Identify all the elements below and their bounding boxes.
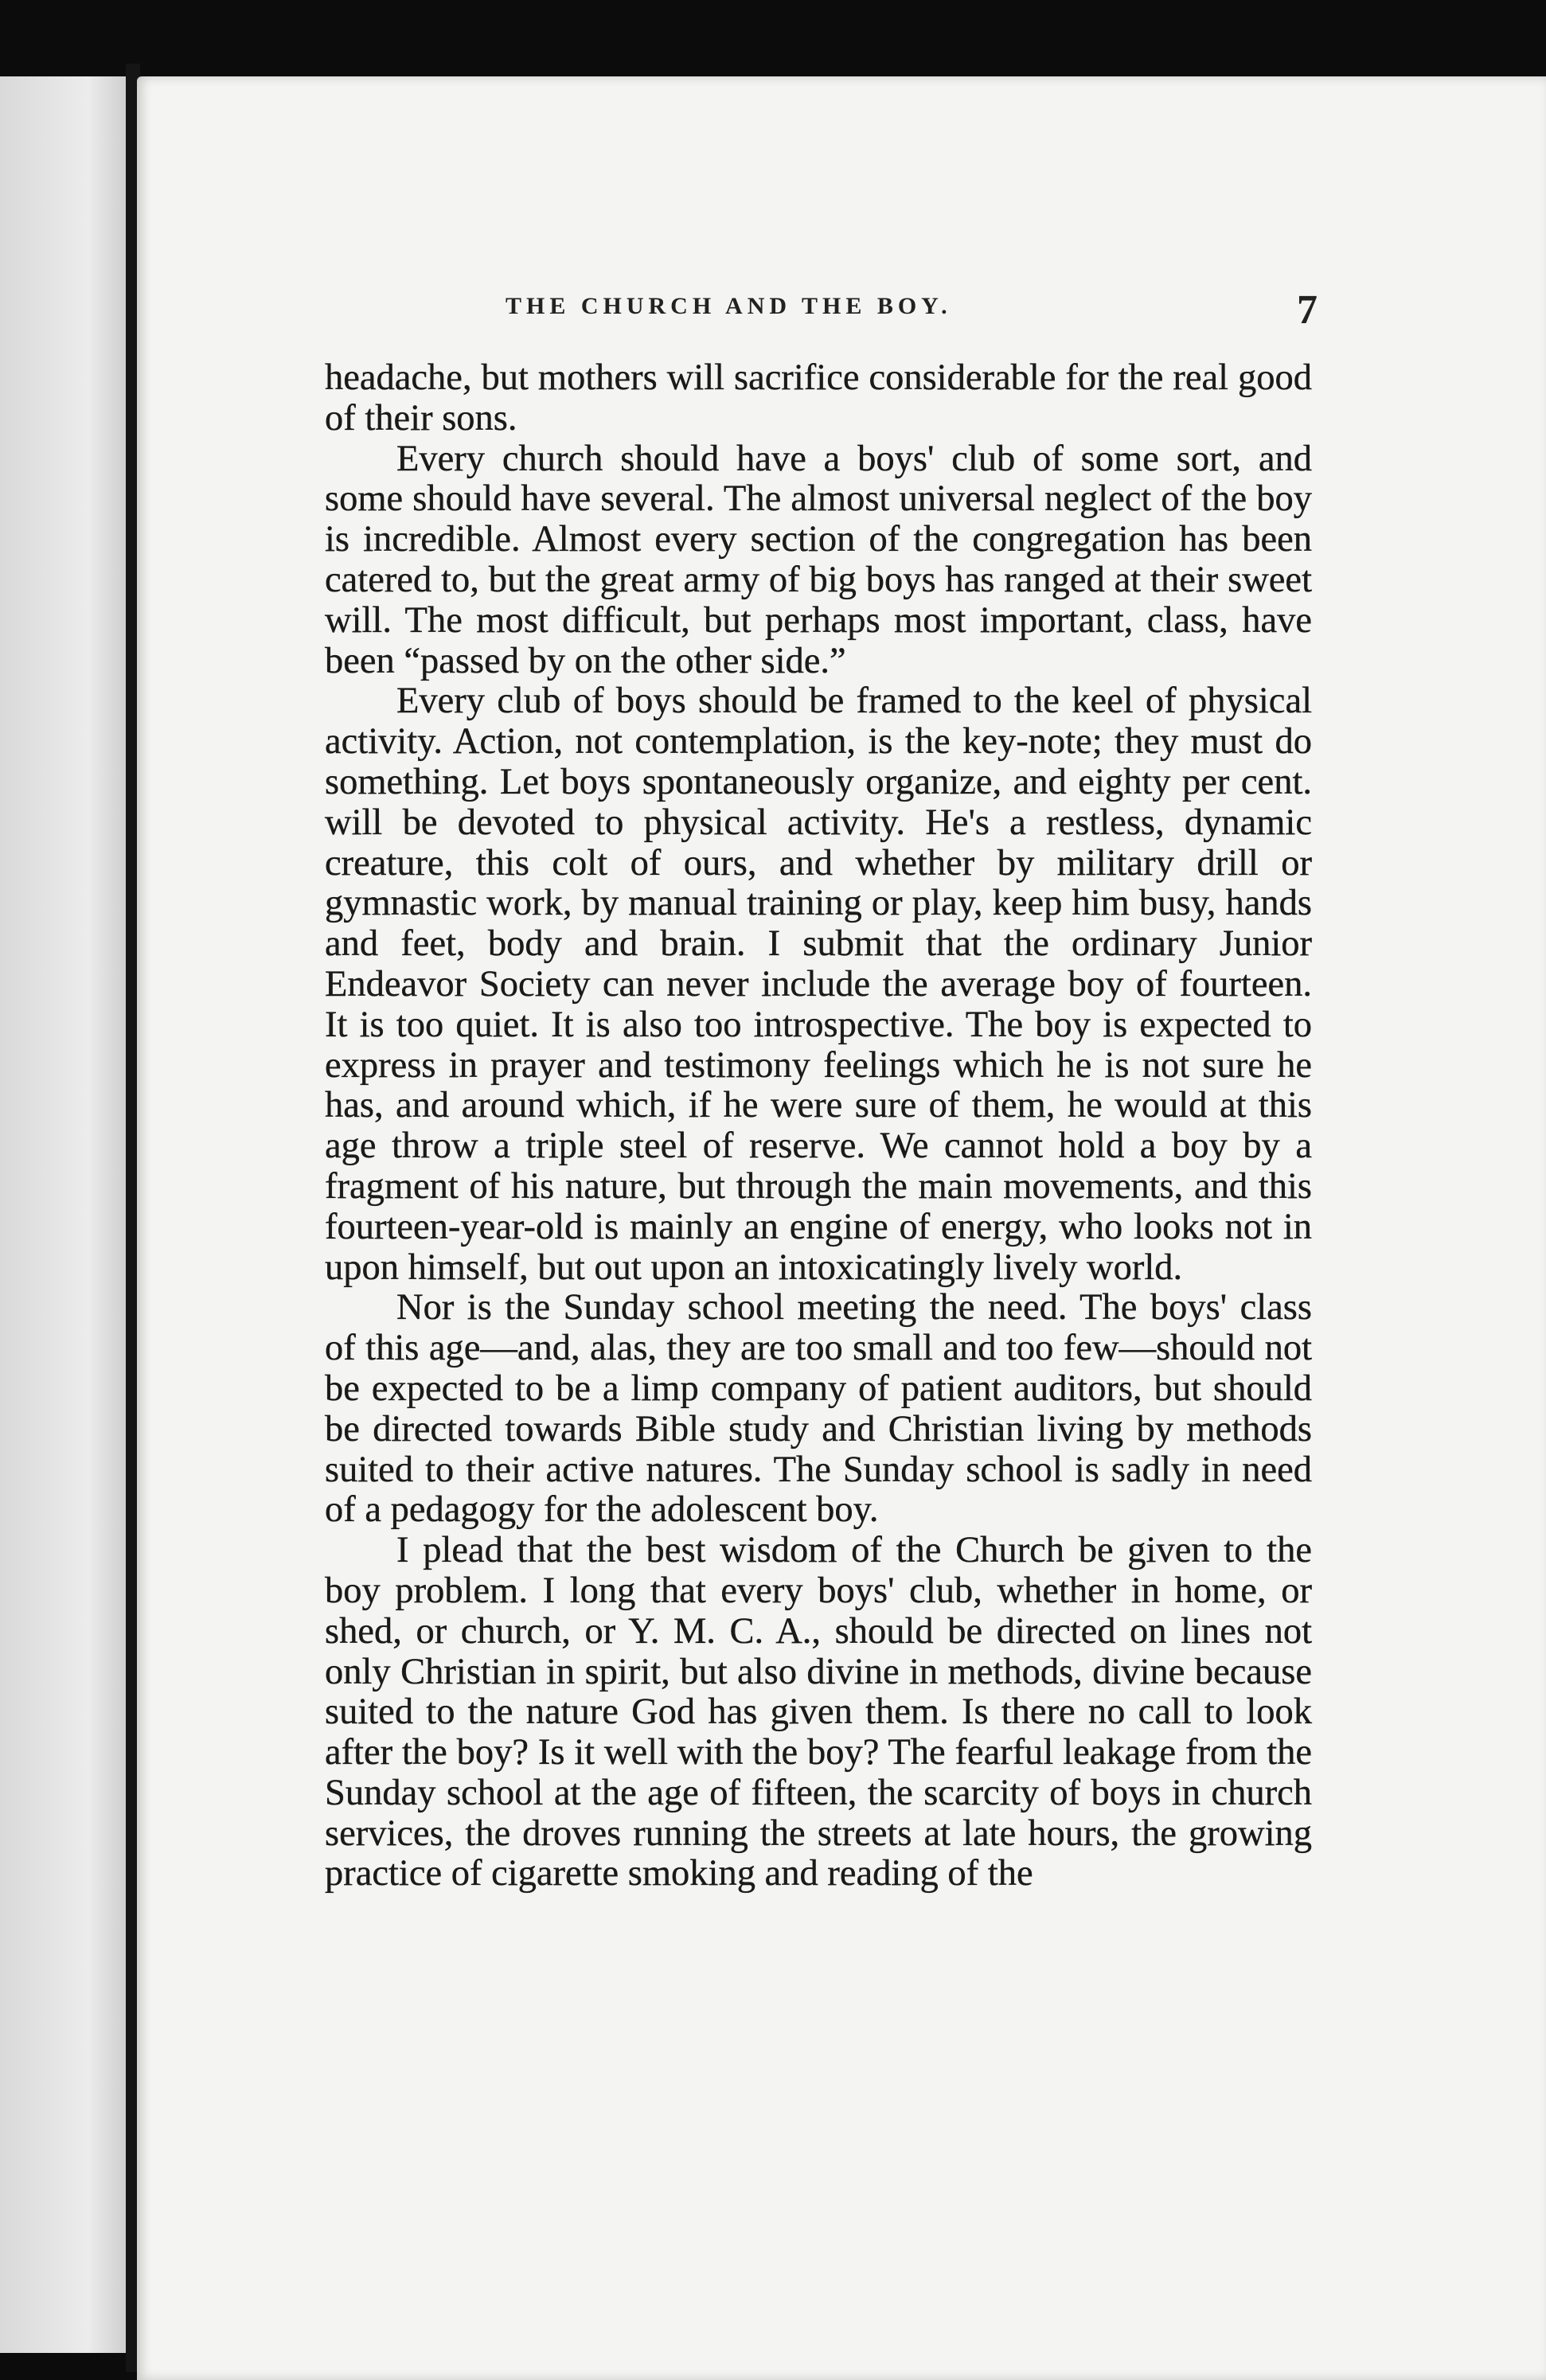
paragraph-1: headache, but mothers will sacrifice considerable for the real good of their sons. xyxy=(325,357,1312,439)
facing-page-edge xyxy=(0,76,128,2353)
body-text xyxy=(325,358,1312,1894)
paragraph-5: I plead that the best wisdom of the Church be given to the boy problem. I long that every boys' club, whether in home, or shed, or church, or Y. M. C. A., should be directed on lines not only Christian in spirit, but also divine in methods, divine because suited to the nature God has given them. Is there no call to look after the boy? Is it well with the boy? The fearful leakage from the Sunday school at the age of fifteen, the scarcity of boys in church services, the droves running the streets at late hours, the growing practice of cigarette smoking and reading of the xyxy=(325,1530,1312,1894)
paragraph-3: Every club of boys should be framed to the keel of physical activity. Action, not contemplation, is the key-note; they must do something. Let boys spontaneously organize, and eighty per cent. will be devoted to physical activity. He's a restless, dynamic creature, this colt of ours, and whether by military drill or gymnastic work, by manual training or play, keep him busy, hands and feet, body and brain. I submit that the ordinary Junior Endeavor Society can never include the average boy of fourteen. It is too quiet. It is also too introspective. The boy is expected to express in prayer and testimony feelings which he is not sure he has, and around which, if he were sure of them, he would at this age throw a triple steel of reserve. We cannot hold a boy by a fragment of his nature, but through the main movements, and this fourteen-year-old is mainly an engine of energy, who looks not in upon himself, but out upon an intoxicatingly lively world. xyxy=(325,681,1312,1288)
running-head: THE CHURCH AND THE BOY. xyxy=(506,293,952,319)
paragraph-4: Nor is the Sunday school meeting the need. The boys' class of this age—and, alas, they are too small and too few—should not be expected to be a limp company of patient auditors, but should be directed towards Bible study and Christian living by methods suited to their active natures. The Sunday school is sadly in need of a pedagogy for the adolescent boy. xyxy=(325,1287,1312,1531)
page-number: 7 xyxy=(1297,287,1318,333)
page-header xyxy=(299,287,1333,334)
paragraph-2: Every church should have a boys' club of some sort, and some should have several. The almost universal neglect of the boy is incredible. Almost every section of the congregation has been catered to, but the great army of big boys has ranged at their sweet will. The most difficult, but perhaps most important, class, have been “passed by on the other side.” xyxy=(325,438,1312,681)
